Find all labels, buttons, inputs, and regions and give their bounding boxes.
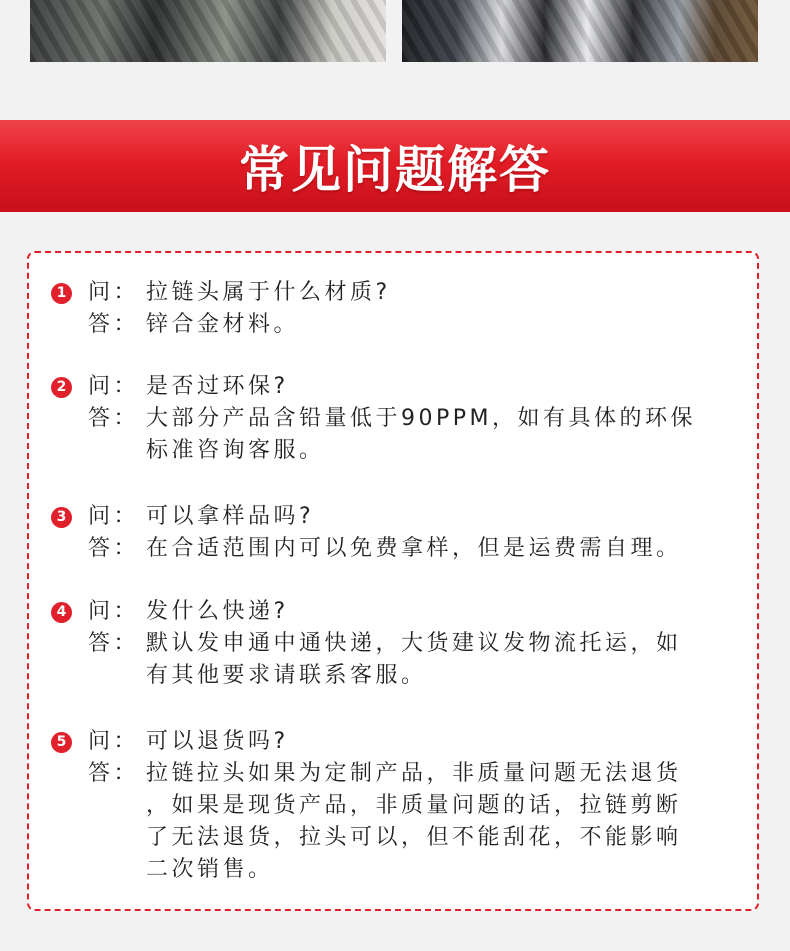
answer-line	[51, 309, 741, 341]
answer-line	[51, 790, 741, 822]
answer-text: 大部分产品含铅量低于90PPM，如有具体的环保	[146, 406, 697, 431]
question-line	[51, 596, 741, 628]
question-tag: 问：	[88, 504, 140, 529]
question-line	[51, 501, 741, 533]
number-badge: 1	[51, 283, 72, 304]
product-photo-right	[402, 0, 758, 62]
answer-text: 有其他要求请联系客服。	[146, 663, 427, 688]
answer-line	[51, 822, 741, 854]
answer-text: 锌合金材料。	[146, 312, 300, 337]
answer-line	[51, 533, 741, 565]
question-tag: 问：	[88, 729, 140, 754]
answer-text: 标准咨询客服。	[146, 438, 325, 463]
answer-line	[51, 660, 741, 692]
answer-tag: 答：	[88, 406, 140, 431]
question-tag: 问：	[88, 280, 140, 305]
faq-banner-title: 常见问题解答	[239, 141, 551, 199]
question-text: 是否过环保?	[146, 374, 289, 399]
answer-tag: 答：	[88, 761, 140, 786]
answer-text: 了无法退货，拉头可以，但不能刮花，不能影响	[146, 825, 682, 850]
number-badge: 5	[51, 732, 72, 753]
answer-line	[51, 403, 741, 435]
question-line	[51, 277, 741, 309]
question-line	[51, 371, 741, 403]
answer-text: 默认发申通中通快递，大货建议发物流托运，如	[146, 631, 682, 656]
answer-text: 在合适范围内可以免费拿样，但是运费需自理。	[146, 536, 682, 561]
question-text: 拉链头属于什么材质?	[146, 280, 391, 305]
number-badge: 2	[51, 377, 72, 398]
number-badge: 4	[51, 602, 72, 623]
answer-line	[51, 854, 741, 886]
answer-text: ，如果是现货产品，非质量问题的话，拉链剪断	[146, 793, 682, 818]
answer-tag: 答：	[88, 631, 140, 656]
answer-line	[51, 628, 741, 660]
faq-item-5	[51, 726, 741, 886]
question-tag: 问：	[88, 374, 140, 399]
answer-line	[51, 435, 741, 467]
product-photo-left	[30, 0, 386, 62]
answer-text: 二次销售。	[146, 857, 274, 882]
answer-tag: 答：	[88, 312, 140, 337]
question-text: 发什么快递?	[146, 599, 289, 624]
question-line	[51, 726, 741, 758]
answer-line	[51, 758, 741, 790]
number-badge: 3	[51, 507, 72, 528]
question-text: 可以拿样品吗?	[146, 504, 315, 529]
faq-box	[27, 251, 759, 911]
faq-item-1	[51, 277, 741, 341]
product-photos	[0, 0, 790, 62]
question-tag: 问：	[88, 599, 140, 624]
faq-banner	[0, 120, 790, 212]
question-text: 可以退货吗?	[146, 729, 289, 754]
faq-item-3	[51, 501, 741, 565]
faq-item-4	[51, 596, 741, 692]
answer-tag: 答：	[88, 536, 140, 561]
answer-text: 拉链拉头如果为定制产品，非质量问题无法退货	[146, 761, 682, 786]
faq-item-2	[51, 371, 741, 467]
